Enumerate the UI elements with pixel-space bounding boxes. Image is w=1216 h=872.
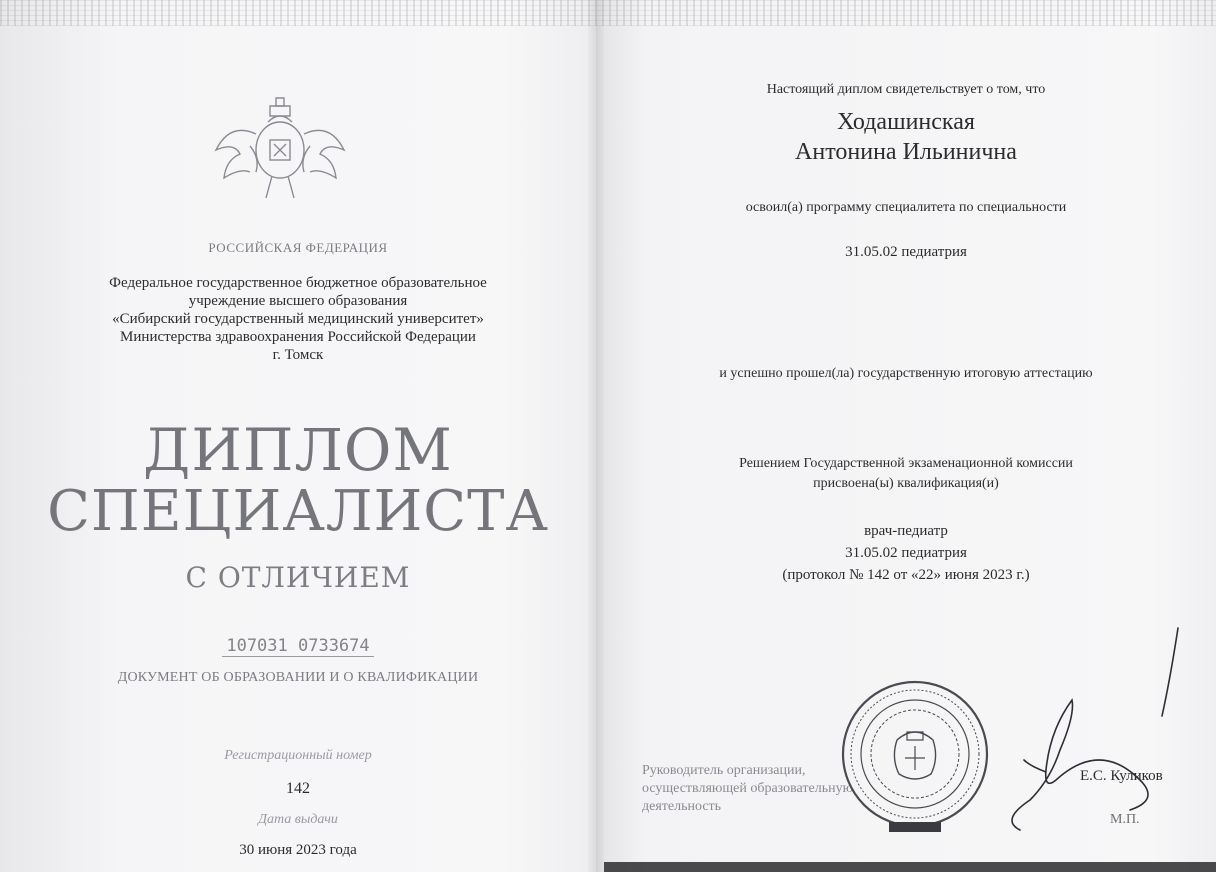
- institution-line: Федеральное государственное бюджетное образовательное: [109, 275, 487, 291]
- commission-line: Решением Государственной экзаменационной комиссии: [739, 456, 1073, 471]
- stamp-place: М.П.: [1110, 812, 1140, 827]
- round-seal-icon: [835, 662, 995, 847]
- commission-text: [596, 454, 1216, 494]
- graduate-name: Антонина Ильинична: [795, 139, 1017, 165]
- commission-line: присвоена(ы) квалификация(и): [813, 476, 999, 491]
- scan-edge-bottom: [604, 862, 1216, 872]
- protocol: (протокол № 142 от «22» июня 2023 г.): [782, 567, 1030, 583]
- registration-number: 142: [286, 780, 310, 797]
- issue-date: 30 июня 2023 года: [239, 842, 357, 858]
- registration-label: Регистрационный номер: [224, 748, 372, 763]
- coat-of-arms-icon: [210, 88, 350, 208]
- issue-date-label: Дата выдачи: [258, 812, 338, 827]
- serial-number-value: 107031 0733674: [222, 636, 373, 657]
- document-type: ДОКУМЕНТ ОБ ОБРАЗОВАНИИ И О КВАЛИФИКАЦИИ: [117, 670, 479, 685]
- handwritten-signature-icon: [990, 620, 1210, 840]
- program-text: освоил(а) программу специалитета по специальности: [745, 200, 1067, 215]
- qualification-block: [596, 520, 1216, 586]
- diploma-subtitle: С ОТЛИЧИЕМ: [185, 561, 411, 594]
- scan-noise-top: [0, 0, 1216, 26]
- qualification: врач-педиатр: [864, 523, 948, 539]
- attestation-text: и успешно прошел(ла) государственную итоговую аттестацию: [719, 366, 1093, 381]
- institution-line: «Сибирский государственный медицинский университет»: [112, 311, 484, 327]
- institution-line: Министерства здравоохранения Российской Федерации: [120, 329, 476, 345]
- institution-name: [0, 274, 596, 364]
- signatory-name: Е.С. Куликов: [1080, 768, 1163, 784]
- signatory-label-line: деятельность: [642, 799, 722, 814]
- institution-line: учреждение высшего образования: [188, 293, 408, 309]
- signatory-label-line: Руководитель организации,: [642, 763, 806, 778]
- intro-text: Настоящий диплом свидетельствует о том, что: [766, 82, 1046, 97]
- country-label: РОССИЙСКАЯ ФЕДЕРАЦИЯ: [208, 240, 388, 255]
- serial-number: [0, 636, 596, 656]
- specialty: 31.05.02 педиатрия: [845, 244, 967, 260]
- graduate-surname: Ходашинская: [837, 109, 975, 135]
- diploma-title: ДИПЛОМ: [143, 416, 453, 484]
- qualification-code: 31.05.02 педиатрия: [845, 545, 967, 561]
- signatory-label-line: осуществляющей образовательную: [642, 781, 854, 796]
- institution-line: г. Томск: [272, 347, 324, 363]
- diploma-title-2: СПЕЦИАЛИСТА: [47, 479, 549, 544]
